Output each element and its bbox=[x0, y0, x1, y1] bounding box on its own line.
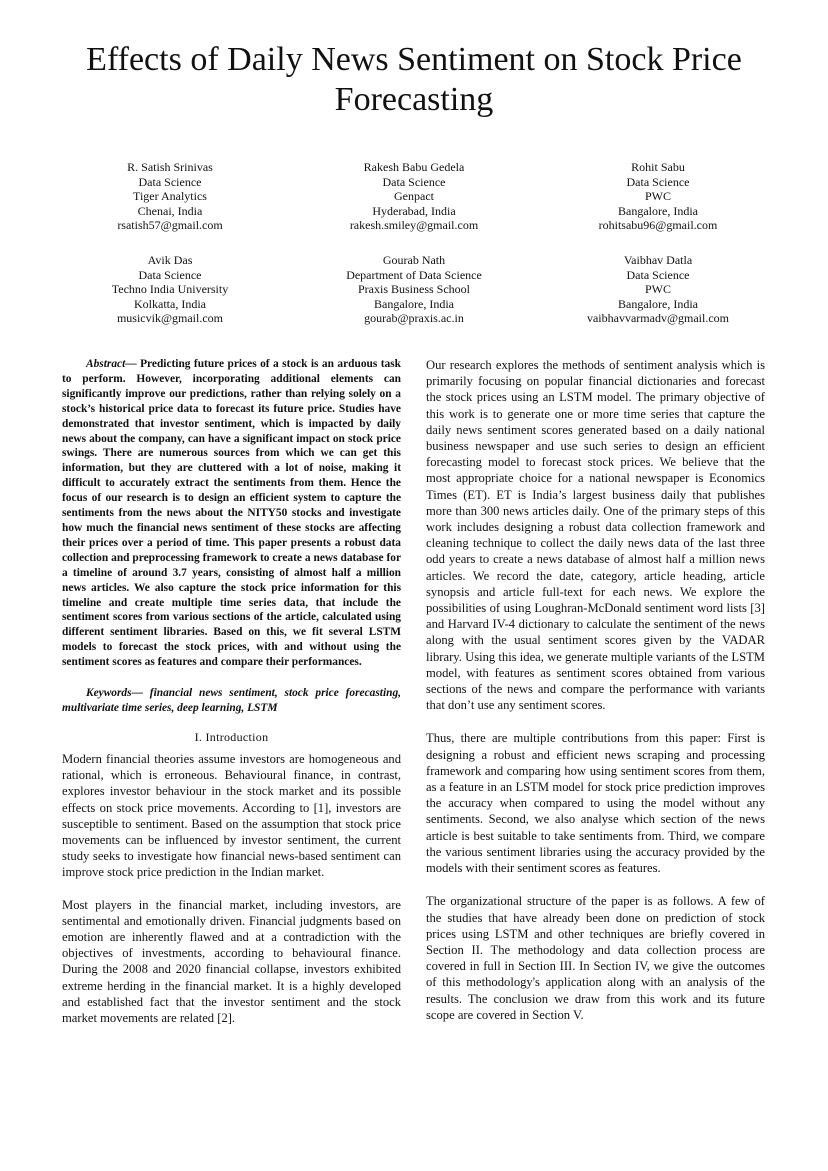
author-location: Chenai, India bbox=[137, 203, 203, 218]
author-location: Kolkatta, India bbox=[134, 296, 206, 311]
author-email: vaibhavvarmadv@gmail.com bbox=[586, 311, 729, 325]
author-department: Data Science bbox=[626, 174, 690, 189]
author-organization: PWC bbox=[644, 282, 671, 296]
abstract bbox=[62, 357, 401, 670]
author-block bbox=[548, 253, 768, 326]
author-organization: Tiger Analytics bbox=[133, 189, 207, 203]
keywords-text: financial news sentiment, stock price forecasting, multivariate time series, deep learning, LSTM bbox=[62, 687, 401, 714]
abstract-label: Abstract bbox=[86, 358, 126, 370]
author-email: rohitsabu96@gmail.com bbox=[598, 218, 718, 232]
author-row bbox=[60, 160, 768, 233]
body-paragraph: The organizational structure of the paper is as follows. A few of the studies that have already been done on prediction of stock prices using LSTM and other techniques are briefly covered in Section II. The methodology and data collection process are covered in full in Section III. In Section IV, we give the outcomes of this methodology's application along with an analysis of the results. The conclusion we draw from this work and its future scope are covered in Section V. bbox=[426, 894, 765, 1022]
author-name: Rakesh Babu Gedela bbox=[363, 160, 465, 174]
left-column bbox=[62, 357, 401, 1042]
keywords-dash: — bbox=[131, 687, 143, 700]
author-email: gourab@praxis.ac.in bbox=[364, 311, 464, 325]
author-department: Data Science bbox=[138, 267, 202, 282]
author-name: Gourab Nath bbox=[382, 253, 446, 267]
author-department: Data Science bbox=[138, 174, 202, 189]
author-name: Vaibhav Datla bbox=[623, 253, 693, 267]
author-department: Data Science bbox=[626, 267, 690, 282]
author-organization: Praxis Business School bbox=[357, 282, 470, 296]
body-paragraph: Thus, there are multiple contributions from this paper: First is designing a robust and efficient news scraping and processing framework and comparing how using sentiment scores from them, as a feature in an LSTM model for stock price prediction improves the accuracy when compared to using the model without any sentiments. Second, we also analyse which section of the news article is best suitable to take sentiments from. Third, we compare the various sentiment libraries using the accuracy provided by the models with their sentiment scores as features. bbox=[426, 731, 765, 876]
author-name: Avik Das bbox=[147, 253, 193, 267]
paper-title: Effects of Daily News Sentiment on Stock Price Forecasting bbox=[86, 41, 742, 118]
author-department: Data Science bbox=[382, 174, 446, 189]
author-block bbox=[60, 160, 280, 233]
author-block bbox=[548, 160, 768, 233]
author-organization: Techno India University bbox=[111, 282, 229, 296]
author-name: R. Satish Srinivas bbox=[127, 160, 213, 174]
author-block bbox=[60, 253, 280, 326]
author-email: rsatish57@gmail.com bbox=[117, 218, 223, 232]
author-organization: PWC bbox=[644, 189, 671, 203]
author-name: Rohit Sabu bbox=[631, 160, 685, 174]
author-location: Bangalore, India bbox=[618, 203, 698, 218]
author-email: musicvik@gmail.com bbox=[116, 311, 224, 325]
abstract-text: Predicting future prices of a stock is an arduous task to perform. However, incorporating additional elements can significantly improve our predictions, rather than relying solely on a stock’s historical price data to forecast its future price. Studies have demonstrated that investor sentiment, which is impacted by daily news about the company, can have a significant impact on stock price swings. There are numerous sources from which we can get this information, but they are cluttered with a lot of noise, making it difficult to accurately extract the sentiments from them. Hence the focus of our research is to design an efficient system to capture the sentiments from the news about the NITY50 stocks and investigate how much the financial news sentiment of these stocks are affecting their prices over a period of time. This paper presents a robust data collection and preprocessing framework to create a news database for a timeline of around 3.7 years, consisting of almost half a million news articles. We also capture the stock price information for this timeline and create multiple time series data, that include the sentiment scores from various sections of the article, calculated using different sentiment libraries. Based on this, we fit several LSTM models to forecast the stock prices, with and without using the sentiment scores as features and compare their performances. bbox=[62, 358, 401, 669]
abstract-dash: — bbox=[125, 358, 137, 370]
body-paragraph: Modern financial theories assume investors are homogeneous and rational, which is erroneous. Behavioural finance, in contrast, explores investor behaviour in the stock market and its possible effects on stock price movements. According to [1], investors are susceptible to sentiment. Based on the assumption that stock price movements can be influenced by investor sentiment, the current study seeks to investigate how financial news-based sentiment can improve stock price prediction in the Indian market. bbox=[62, 752, 401, 880]
author-email: rakesh.smiley@gmail.com bbox=[349, 218, 479, 232]
author-location: Bangalore, India bbox=[374, 296, 454, 311]
author-location: Hyderabad, India bbox=[372, 203, 456, 218]
author-organization: Genpact bbox=[394, 189, 434, 203]
author-block bbox=[304, 253, 524, 326]
author-department: Department of Data Science bbox=[346, 267, 482, 282]
section-heading-introduction: I. Introduction bbox=[194, 730, 269, 745]
keywords bbox=[62, 686, 401, 715]
author-row bbox=[60, 253, 768, 326]
right-column bbox=[426, 357, 765, 1040]
keywords-label: Keywords bbox=[86, 687, 132, 700]
author-block bbox=[304, 160, 524, 233]
body-paragraph: Most players in the financial market, including investors, are sentimental and emotionally driven. Financial judgments based on emotion are inherently flawed and at a contradiction with the objectives of investments, according to behavioural finance. During the 2008 and 2020 financial collapse, investors exhibited extreme herding in the financial market. It is a highly developed and established fact that the investor sentiment and the stock market movements are related [2]. bbox=[62, 897, 401, 1026]
body-paragraph: Our research explores the methods of sentiment analysis which is primarily focusing on popular financial dictionaries and forecast the stock prices using an LSTM model. The primary objective of this work is to generate one or more time series that capture the daily news sentiment scores generated based on a daily national business newspaper and use such series to design an efficient forecasting model to forecast stock prices. We believe that the most appropriate choice for a national newspaper is Economics Times (ET). ET is India’s largest business daily that publishes more than 300 news articles daily. One of the primary steps of this work includes designing a robust data collection framework and cleaning technique to collect the daily news data of the last three odd years to create a news database of almost half a million news articles. We record the date, category, article heading, article synopsis and article full-text for each news. We explore the possibilities of using Loughran-McDonald sentiment word lists [3] and Harvard IV-4 dictionary to calculate the sentiment of the news along with the usual sentiment scores given by the VADAR library. Using this idea, we generate multiple variants of the LSTM model, with features as sentiment scores obtained from various sections of the news and compare the performance with variants that don’t use any sentiment scores. bbox=[426, 358, 765, 713]
author-location: Bangalore, India bbox=[618, 296, 698, 311]
